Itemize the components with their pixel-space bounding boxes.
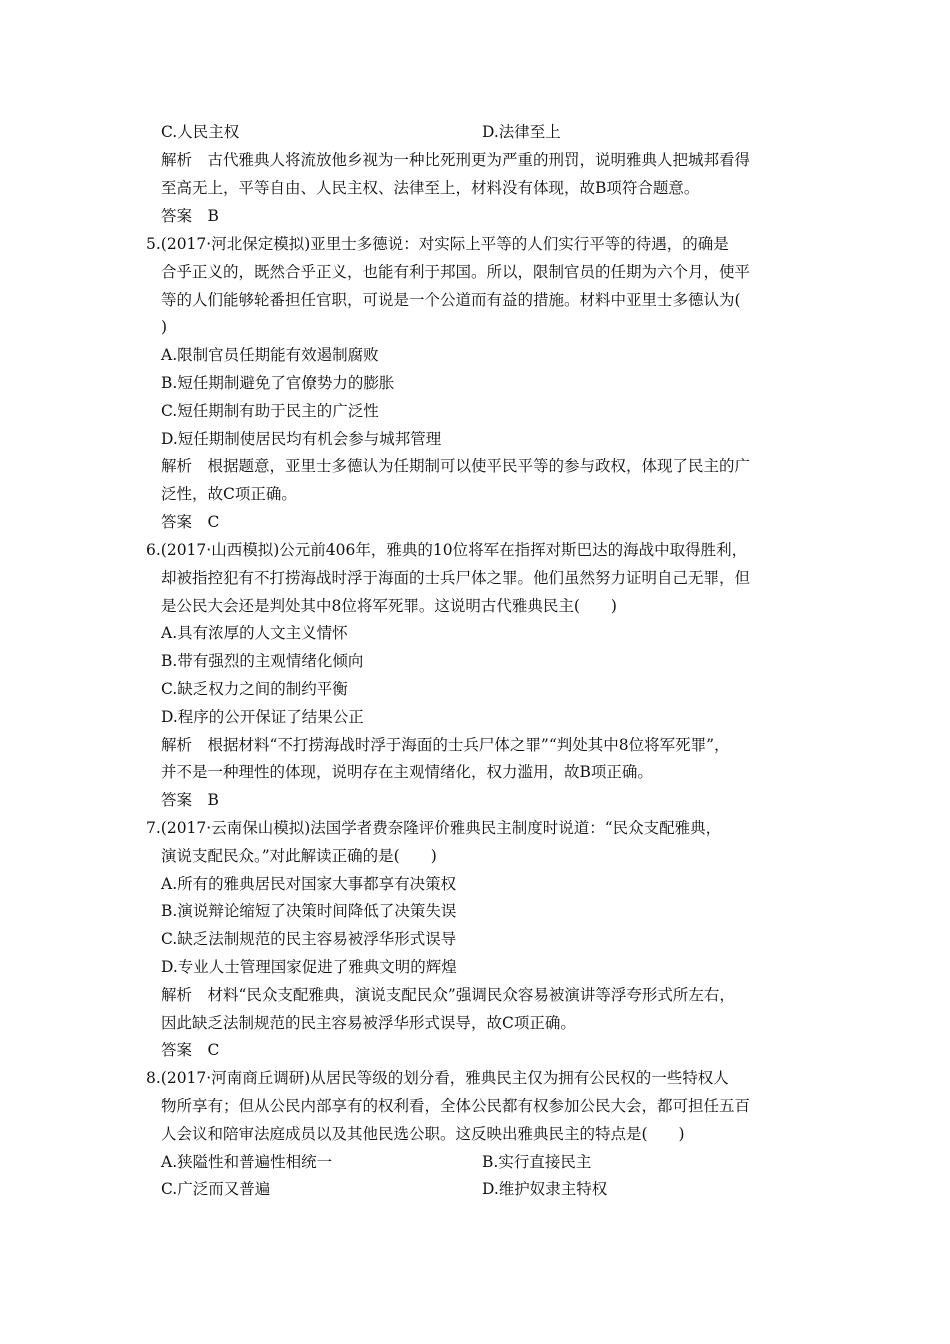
question-5-option-b: B.短任期制避免了官僚势力的膨胀	[161, 374, 395, 392]
question-5-stem: )	[161, 318, 168, 336]
question-8-stem: 人会议和陪审法庭成员以及其他民选公职。这反映出雅典民主的特点是( )	[161, 1125, 685, 1143]
question-5-analysis: 解析 根据题意，亚里士多德认为任期制可以使平民平等的参与政权，体现了民主的广	[161, 457, 751, 475]
question-7-option-b: B.演说辩论缩短了决策时间降低了决策失误	[161, 902, 457, 920]
question-8-stem: 物所享有；但从公民内部享有的权利看，全体公民都有权参加公民大会，都可担任五百	[161, 1097, 751, 1115]
question-7-option-a: A.所有的雅典居民对国家大事都享有决策权	[161, 875, 457, 893]
question-5-answer: 答案 C	[161, 513, 220, 531]
question-5-stem: 合乎正义的，既然合乎正义，也能有利于邦国。所以，限制官员的任期为六个月，使平	[161, 263, 751, 281]
question-6-answer: 答案 B	[161, 791, 219, 809]
question-5-analysis: 泛性，故C项正确。	[161, 485, 297, 503]
question-8-option-b: B.实行直接民主	[482, 1153, 592, 1171]
question-7-option-d: D.专业人士管理国家促进了雅典文明的辉煌	[161, 958, 457, 976]
analysis-line: 至高无上，平等自由、人民主权、法律至上，材料没有体现，故B项符合题意。	[161, 179, 700, 197]
question-8-option-a: A.狭隘性和普遍性相统一	[161, 1153, 333, 1171]
question-5-option-a: A.限制官员任期能有效遏制腐败	[161, 346, 379, 364]
question-5-option-c: C.短任期制有助于民主的广泛性	[161, 402, 379, 420]
option-c: C.人民主权	[161, 123, 240, 141]
question-7-option-c: C.缺乏法制规范的民主容易被浮华形式误导	[161, 930, 457, 948]
question-5-option-d: D.短任期制使居民均有机会参与城邦管理	[161, 430, 442, 448]
question-8-option-c: C.广泛而又普遍	[161, 1180, 271, 1198]
question-6-analysis: 并不是一种理性的体现，说明存在主观情绪化，权力滥用，故B项正确。	[161, 763, 653, 781]
question-6-stem: 是公民大会还是判处其中8位将军死罪。这说明古代雅典民主( )	[161, 597, 617, 615]
question-8-option-d: D.维护奴隶主特权	[482, 1180, 608, 1198]
question-6-stem: 6.(2017·山西模拟)公元前406年，雅典的10位将军在指挥对斯巴达的海战中取得胜利，	[146, 541, 748, 559]
question-7-analysis: 因此缺乏法制规范的民主容易被浮华形式误导，故C项正确。	[161, 1014, 576, 1032]
question-6-option-b: B.带有强烈的主观情绪化倾向	[161, 652, 364, 670]
question-7-stem: 演说支配民众。”对此解读正确的是( )	[161, 847, 437, 865]
question-6-option-a: A.具有浓厚的人文主义情怀	[161, 624, 348, 642]
question-5-stem: 5.(2017·河北保定模拟)亚里士多德说：对实际上平等的人们实行平等的待遇，的确是	[146, 235, 729, 253]
question-7-answer: 答案 C	[161, 1041, 220, 1059]
question-6-option-c: C.缺乏权力之间的制约平衡	[161, 680, 348, 698]
question-7-analysis: 解析 材料“民众支配雅典，演说支配民众”强调民众容易被演讲等浮夸形式所左右，	[161, 986, 735, 1004]
question-7-stem: 7.(2017·云南保山模拟)法国学者费奈隆评价雅典民主制度时说道：“民众支配雅典，	[146, 819, 722, 837]
option-d: D.法律至上	[482, 123, 561, 141]
analysis-line: 解析 古代雅典人将流放他乡视为一种比死刑更为严重的刑罚，说明雅典人把城邦看得	[161, 151, 751, 169]
answer-line: 答案 B	[161, 207, 219, 225]
question-6-stem: 却被指控犯有不打捞海战时浮于海面的士兵尸体之罪。他们虽然努力证明自己无罪，但	[161, 569, 751, 587]
question-8-stem: 8.(2017·河南商丘调研)从居民等级的划分看，雅典民主仅为拥有公民权的一些特权人	[146, 1069, 729, 1087]
question-6-analysis: 解析 根据材料“不打捞海战时浮于海面的士兵尸体之罪”“判处其中8位将军死罪”，	[161, 736, 730, 754]
question-6-option-d: D.程序的公开保证了结果公正	[161, 708, 364, 726]
question-5-stem: 等的人们能够轮番担任官职，可说是一个公道而有益的措施。材料中亚里士多德认为(	[161, 291, 741, 309]
